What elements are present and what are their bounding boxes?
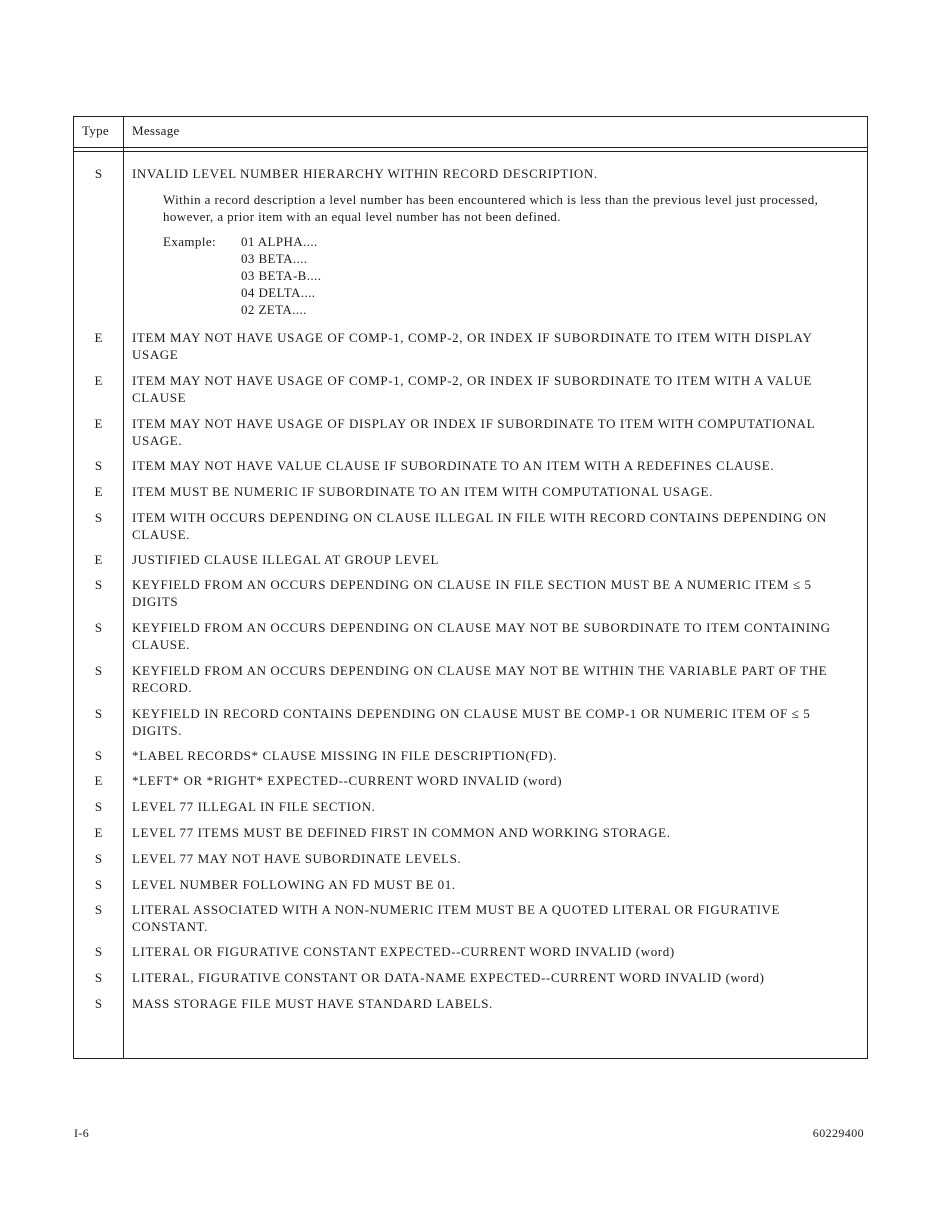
page-number: I-6	[74, 1126, 90, 1140]
message-text: LITERAL, FIGURATIVE CONSTANT OR DATA-NAME EXPECTED--CURRENT WORD INVALID (word)	[132, 970, 765, 985]
message-type: S	[94, 902, 103, 917]
message-text: ITEM MAY NOT HAVE VALUE CLAUSE IF SUBORDINATE TO AN ITEM WITH A REDEFINES CLAUSE.	[132, 458, 775, 473]
message-text: ITEM WITH OCCURS DEPENDING ON CLAUSE ILLEGAL IN FILE WITH RECORD CONTAINS DEPENDING ON CLAUSE.	[132, 510, 827, 542]
message-text: KEYFIELD IN RECORD CONTAINS DEPENDING ON CLAUSE MUST BE COMP-1 OR NUMERIC ITEM OF ≤ 5 DIGITS.	[132, 706, 811, 738]
message-type: S	[94, 458, 103, 473]
message-type: E	[94, 825, 103, 840]
message-text: LITERAL OR FIGURATIVE CONSTANT EXPECTED--CURRENT WORD INVALID (word)	[132, 944, 675, 959]
message-type: S	[94, 510, 103, 525]
example-line: 03 BETA-B....	[241, 268, 322, 283]
message-type: E	[94, 773, 103, 788]
message-text: LEVEL 77 MAY NOT HAVE SUBORDINATE LEVELS.	[132, 851, 462, 866]
message-type: E	[94, 484, 103, 499]
message-type: E	[94, 552, 103, 567]
message-text: LITERAL ASSOCIATED WITH A NON-NUMERIC ITEM MUST BE A QUOTED LITERAL OR FIGURATIVE CONSTANT.	[132, 902, 781, 934]
message-type: S	[94, 970, 103, 985]
message-type: E	[94, 330, 103, 345]
header-message: Message	[132, 123, 180, 138]
message-table	[73, 116, 868, 1059]
example-label: Example:	[163, 234, 217, 249]
message-type: S	[94, 877, 103, 892]
document-number: 60229400	[812, 1126, 864, 1140]
message-text: KEYFIELD FROM AN OCCURS DEPENDING ON CLAUSE MAY NOT BE SUBORDINATE TO ITEM CONTAINING CLAUSE.	[132, 620, 831, 652]
message-type: E	[94, 373, 103, 388]
message-type: S	[94, 166, 103, 181]
table-header	[74, 117, 867, 148]
example-line: 02 ZETA....	[241, 302, 307, 317]
message-text: LEVEL 77 ITEMS MUST BE DEFINED FIRST IN COMMON AND WORKING STORAGE.	[132, 825, 671, 840]
message-type: E	[94, 416, 103, 431]
message-text: KEYFIELD FROM AN OCCURS DEPENDING ON CLAUSE MAY NOT BE WITHIN THE VARIABLE PART OF THE RECORD.	[132, 663, 828, 695]
message-text: LEVEL NUMBER FOLLOWING AN FD MUST BE 01.	[132, 877, 456, 892]
message-text: LEVEL 77 ILLEGAL IN FILE SECTION.	[132, 799, 376, 814]
message-text: KEYFIELD FROM AN OCCURS DEPENDING ON CLAUSE IN FILE SECTION MUST BE A NUMERIC ITEM ≤ 5 DIGITS	[132, 577, 812, 609]
message-type: S	[94, 851, 103, 866]
message-text: ITEM MAY NOT HAVE USAGE OF COMP-1, COMP-2, OR INDEX IF SUBORDINATE TO ITEM WITH A VALUE CLAUSE	[132, 373, 813, 405]
message-text: *LEFT* OR *RIGHT* EXPECTED--CURRENT WORD INVALID (word)	[132, 773, 563, 788]
message-type: S	[94, 799, 103, 814]
example-block	[163, 233, 849, 318]
message-text: MASS STORAGE FILE MUST HAVE STANDARD LABELS.	[132, 996, 493, 1011]
message-text: INVALID LEVEL NUMBER HIERARCHY WITHIN RECORD DESCRIPTION.	[132, 166, 598, 181]
header-rule	[74, 151, 867, 152]
example-line: 01 ALPHA....	[241, 234, 318, 249]
message-text: ITEM MAY NOT HAVE USAGE OF DISPLAY OR INDEX IF SUBORDINATE TO ITEM WITH COMPUTATIONAL USAGE.	[132, 416, 815, 448]
message-type: S	[94, 996, 103, 1011]
message-type: S	[94, 706, 103, 721]
column-divider	[123, 117, 124, 1058]
example-line: 03 BETA....	[241, 251, 308, 266]
example-line: 04 DELTA....	[241, 285, 316, 300]
header-type: Type	[82, 123, 110, 138]
message-type: S	[94, 577, 103, 592]
message-type: S	[94, 663, 103, 678]
message-text: ITEM MUST BE NUMERIC IF SUBORDINATE TO AN ITEM WITH COMPUTATIONAL USAGE.	[132, 484, 713, 499]
message-text: ITEM MAY NOT HAVE USAGE OF COMP-1, COMP-2, OR INDEX IF SUBORDINATE TO ITEM WITH DISPLAY USAGE	[132, 330, 812, 362]
message-text: *LABEL RECORDS* CLAUSE MISSING IN FILE DESCRIPTION(FD).	[132, 748, 558, 763]
message-type: S	[94, 620, 103, 635]
message-type: S	[94, 748, 103, 763]
message-type: S	[94, 944, 103, 959]
message-cell	[132, 165, 849, 318]
message-detail: Within a record description a level number has been encountered which is less than the previous level just processed, however, a prior item with an equal level number has not been defined.	[163, 192, 819, 224]
message-text: JUSTIFIED CLAUSE ILLEGAL AT GROUP LEVEL	[132, 552, 440, 567]
